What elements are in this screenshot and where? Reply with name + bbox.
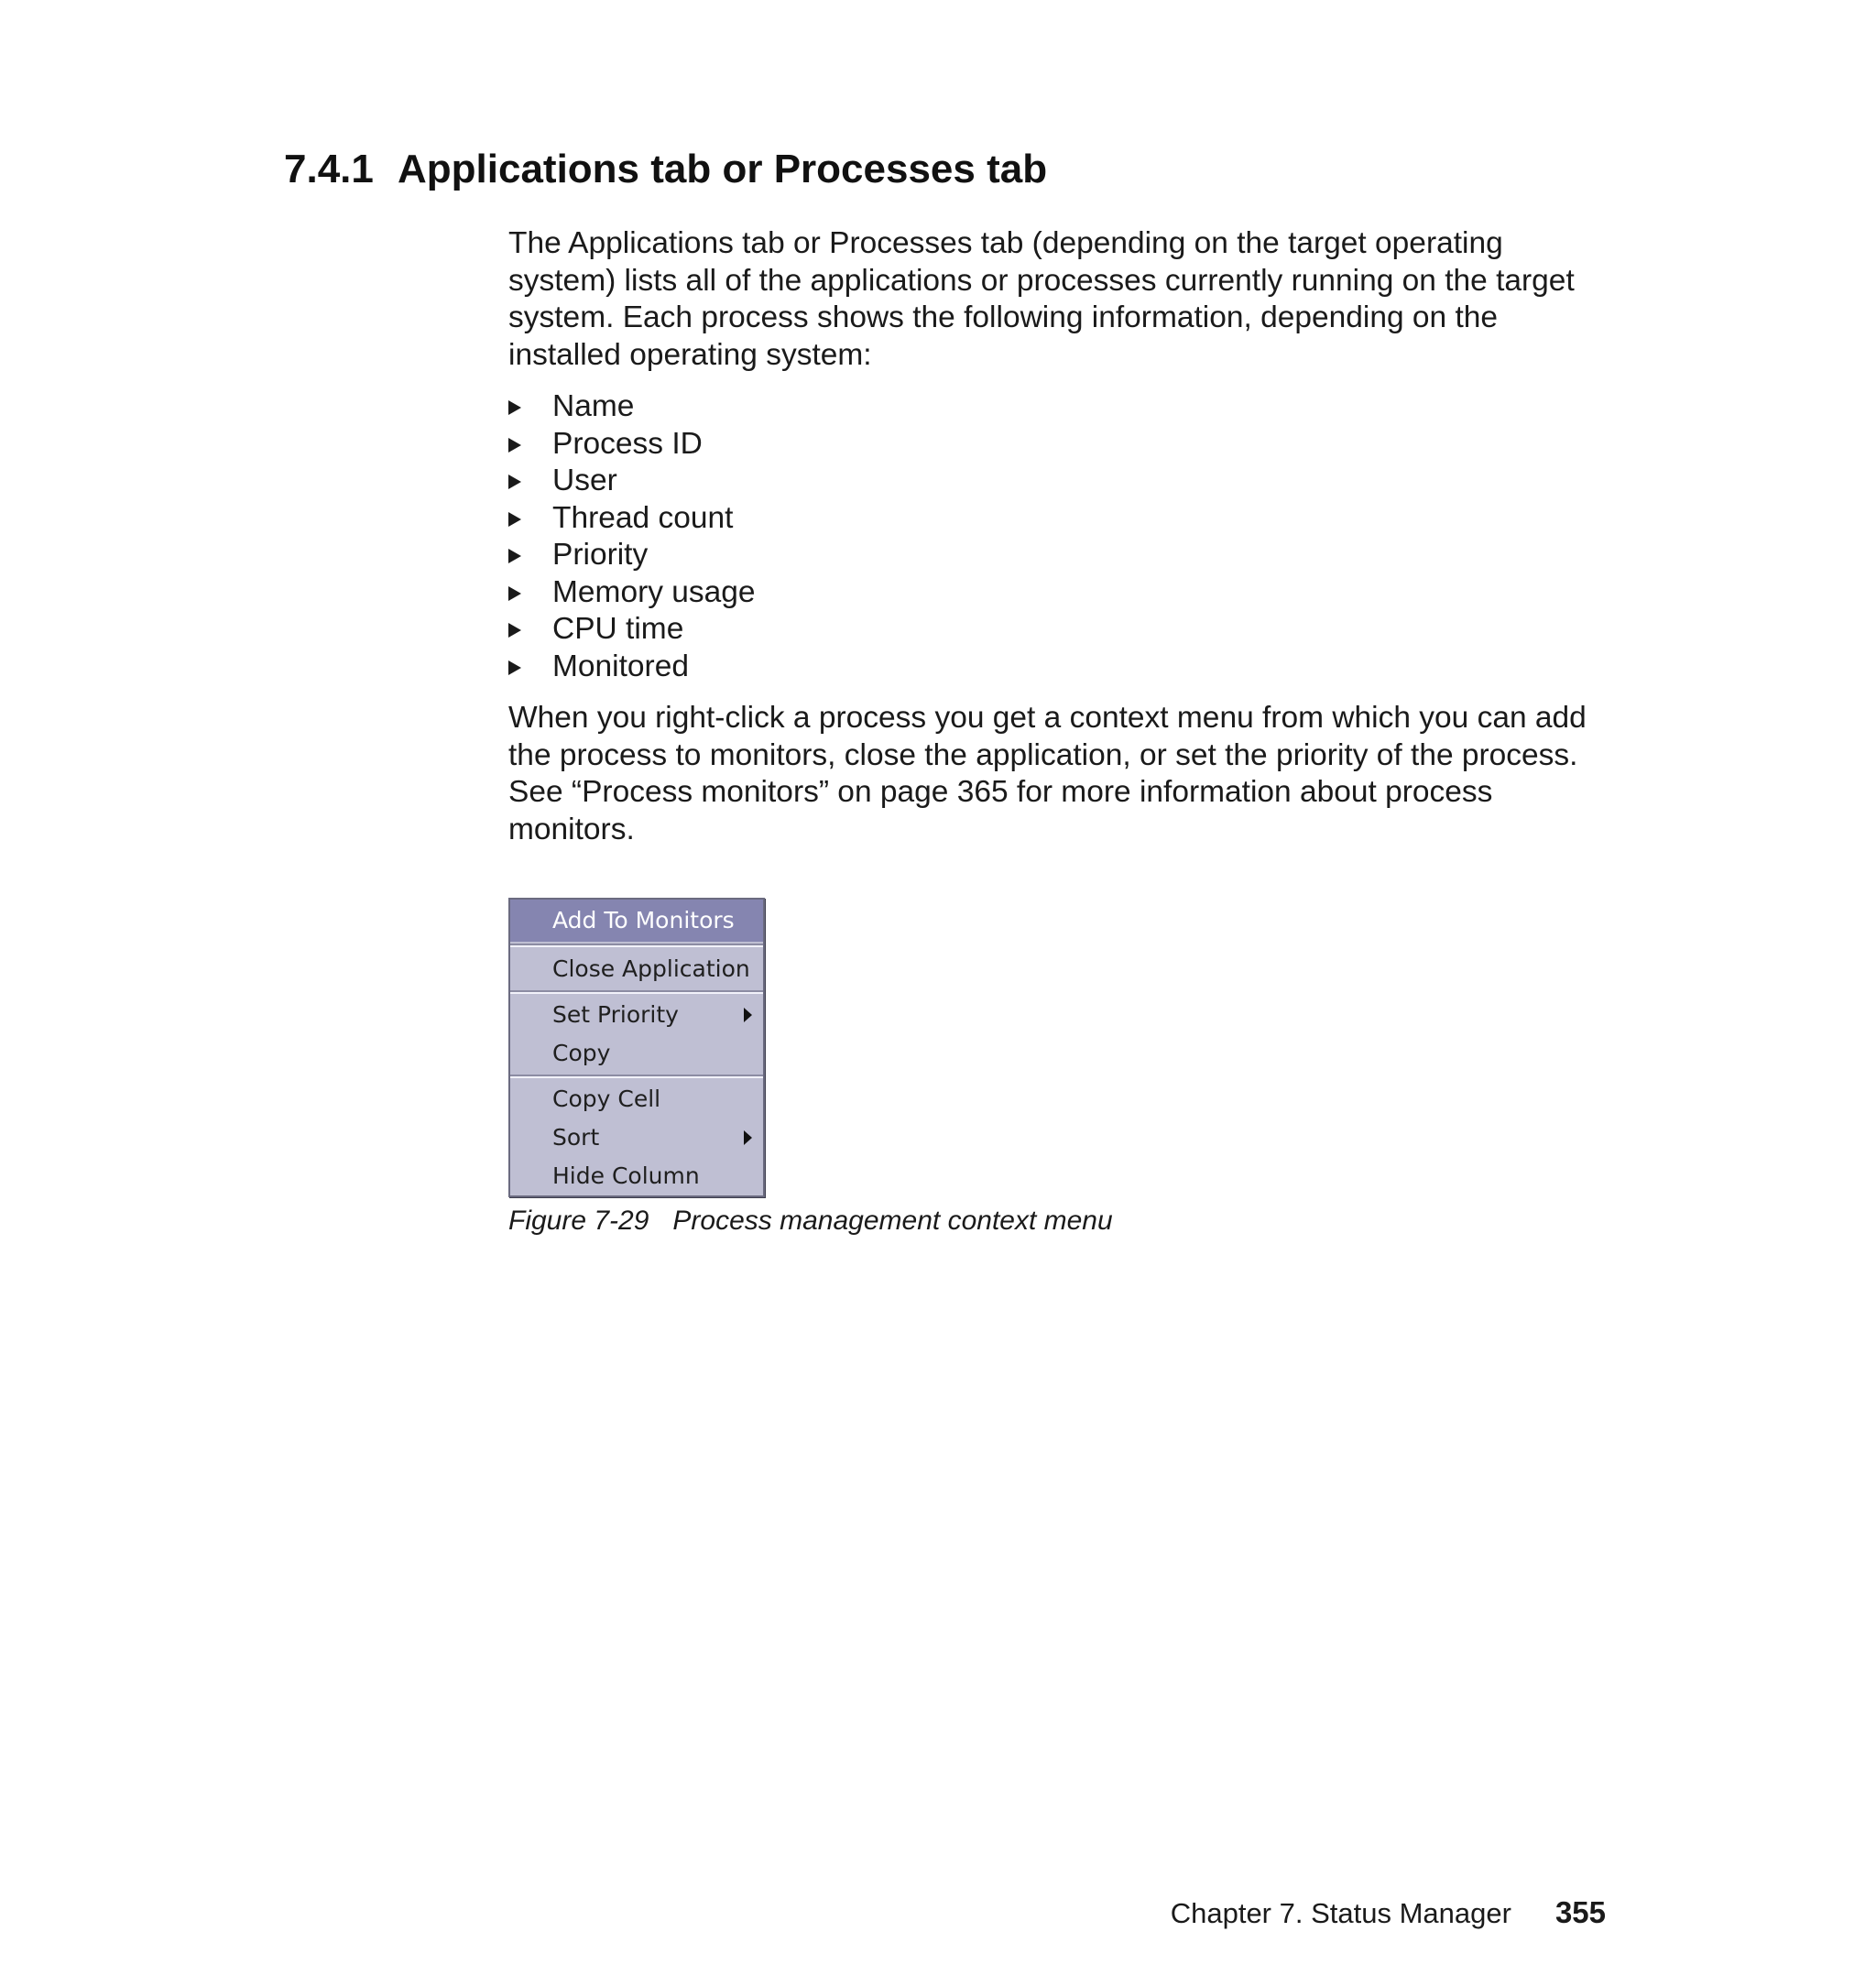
intro-paragraph: The Applications tab or Processes tab (depending on the target operating system) lists all of the applications or processes currently running on the target system. Each process shows the following information, depending on the installed operating system:	[508, 226, 1575, 372]
list-item: Process ID	[508, 426, 1608, 464]
figure-caption	[508, 1205, 1608, 1238]
menu-item-copy[interactable]	[510, 1034, 763, 1073]
list-item: Monitored	[508, 649, 1608, 686]
triangle-bullet-icon	[508, 660, 521, 675]
list-item: Thread count	[508, 500, 1608, 538]
menu-item-label: Sort	[552, 1124, 600, 1151]
section-body	[508, 225, 1608, 1238]
section-title: Applications tab or Processes tab	[398, 147, 1048, 191]
menu-item-close-application[interactable]	[510, 949, 763, 988]
menu-item-label: Copy	[552, 1040, 611, 1066]
menu-item-set-priority[interactable]	[510, 996, 763, 1034]
section-heading	[284, 145, 1047, 194]
menu-item-label: Add To Monitors	[552, 907, 735, 933]
menu-item-label: Close Application	[552, 955, 750, 982]
context-menu	[508, 898, 765, 1197]
submenu-arrow-icon	[744, 1130, 752, 1145]
menu-item-hide-column[interactable]	[510, 1157, 763, 1195]
page-footer	[1171, 1894, 1606, 1932]
menu-item-copy-cell[interactable]	[510, 1080, 763, 1118]
figure	[508, 898, 1608, 1238]
menu-item-label: Set Priority	[552, 1001, 679, 1028]
context-menu-paragraph: When you right-click a process you get a context menu from which you can add the process to monitors, close the application, or set the priority of the process. See “Process monitors” on page 365 for more information about process monitors.	[508, 701, 1587, 846]
submenu-arrow-icon	[744, 1008, 752, 1022]
list-item: User	[508, 463, 1608, 500]
menu-separator	[510, 990, 763, 994]
menu-item-label: Copy Cell	[552, 1086, 661, 1112]
menu-item-add-to-monitors[interactable]	[510, 900, 763, 942]
list-item: Name	[508, 388, 1608, 426]
menu-separator	[510, 944, 763, 947]
triangle-bullet-icon	[508, 549, 521, 563]
triangle-bullet-icon	[508, 400, 521, 415]
menu-separator	[510, 1075, 763, 1078]
list-item: CPU time	[508, 611, 1608, 649]
triangle-bullet-icon	[508, 586, 521, 601]
page-number: 355	[1554, 1895, 1606, 1929]
figure-caption-text: Process management context menu	[672, 1206, 1113, 1236]
figure-number: Figure 7-29	[508, 1206, 649, 1236]
triangle-bullet-icon	[508, 623, 521, 638]
list-item: Priority	[508, 537, 1608, 574]
section-number: 7.4.1	[284, 147, 374, 191]
triangle-bullet-icon	[508, 512, 521, 527]
chapter-title: Chapter 7. Status Manager	[1170, 1897, 1511, 1929]
menu-item-label: Hide Column	[552, 1162, 700, 1189]
triangle-bullet-icon	[508, 438, 521, 453]
list-item: Memory usage	[508, 574, 1608, 612]
triangle-bullet-icon	[508, 475, 521, 489]
field-list	[508, 388, 1608, 685]
menu-item-sort[interactable]	[510, 1118, 763, 1157]
